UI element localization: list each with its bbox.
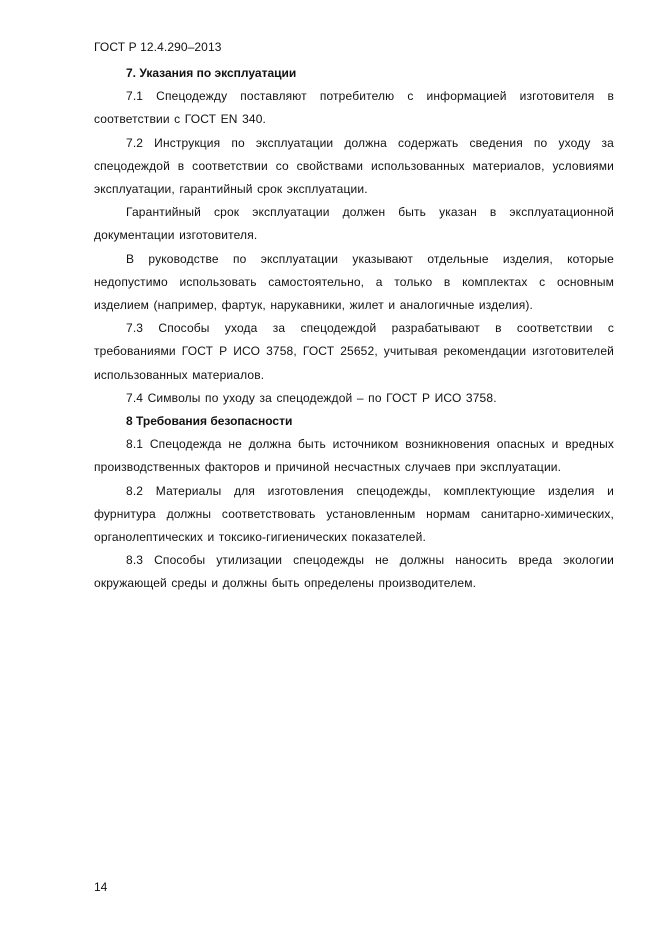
paragraph-8-1: 8.1 Спецодежда не должна быть источником возникновения опасных и вредных производственных факторов и причиной несчастных случаев при эксплуатации. — [94, 437, 614, 475]
paragraph-7-3: 7.3 Способы ухода за спецодеждой разрабатывают в соответствии с требованиями ГОСТ Р ИСО 3758, ГОСТ 25652, учитывая рекомендации изготовителей использованных материалов. — [94, 321, 614, 382]
paragraph-8-3: 8.3 Способы утилизации спецодежды не должны наносить вреда экологии окружающей среды и должны быть определены производителем. — [94, 553, 614, 591]
document-body — [94, 62, 614, 596]
paragraph-8-2: 8.2 Материалы для изготовления спецодежды, комплектующие изделия и фурнитура должны соответствовать установленным нормам санитарно-химических, органолептических и токсико-гигиенических показателей. — [94, 483, 614, 545]
paragraph-7-2: 7.2 Инструкция по эксплуатации должна содержать сведения по уходу за спецодеждой в соответствии со свойствами использованных материалов, условиями эксплуатации, гарантийный срок эксплуатации. — [94, 135, 614, 197]
paragraph-7-4: 7.4 Символы по уходу за спецодеждой – по ГОСТ Р ИСО 3758. — [126, 390, 497, 405]
page-number: 14 — [94, 880, 108, 894]
paragraph-manual: В руководстве по эксплуатации указывают отдельные изделия, которые недопустимо использовать самостоятельно, а только в комплектах с основным изделием (например, фартук, нарукавники, жилет и аналогичные изделия). — [94, 251, 614, 313]
paragraph-warranty: Гарантийный срок эксплуатации должен быть указан в эксплуатационной документации изготовителя. — [94, 205, 614, 243]
section-8-heading: 8 Требования безопасности — [126, 414, 293, 429]
section-7-heading: 7. Указания по эксплуатации — [126, 66, 297, 80]
document-header: ГОСТ Р 12.4.290–2013 — [94, 40, 222, 54]
paragraph-7-1: 7.1 Спецодежду поставляют потребителю с информацией изготовителя в соответствии с ГОСТ EN 340. — [94, 89, 614, 127]
